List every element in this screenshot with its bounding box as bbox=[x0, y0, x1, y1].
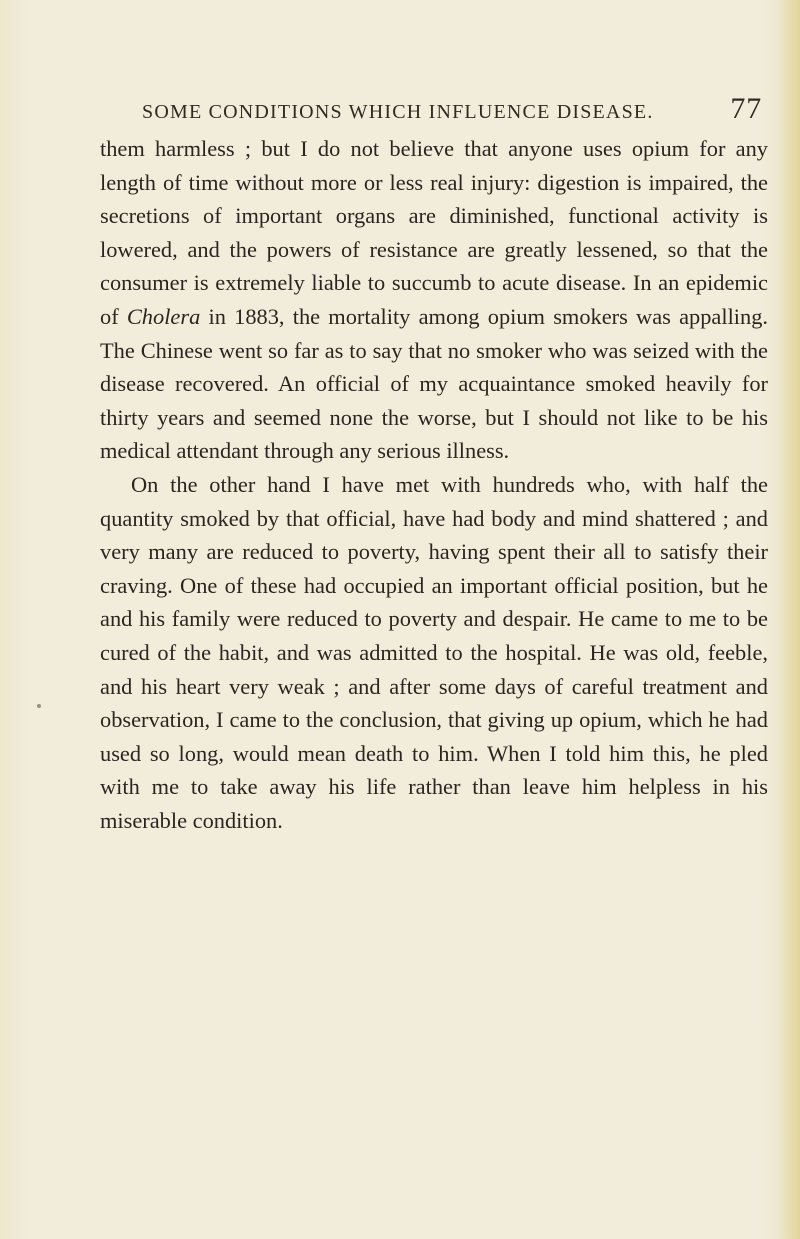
italic-term: Cholera bbox=[126, 303, 201, 329]
page-edge-shading bbox=[778, 0, 800, 1239]
page-number: 77 bbox=[730, 92, 762, 125]
paragraph-1-text-after: in 1883, the mortality among opium smokers was appalling. The Chinese went so far as to say that no smoker who was seized with the disease recovered. An official of my acquaintance smoked heavily for thirty years and seemed none the worse, but I should not like to be his medical attendant through any serious illness. bbox=[100, 303, 768, 464]
running-header bbox=[142, 92, 762, 126]
paragraph-2: On the other hand I have met with hundreds who, with half the quantity smoked by that official, have had body and mind shattered ; and very many are reduced to poverty, having spent their all to satisfy their craving. One of these had occupied an important official position, but he and his family were reduced to poverty and despair. He came to me to be cured of the habit, and was admitted to the hospital. He was old, feeble, and his heart very weak ; and after some days of careful treatment and observation, I came to the conclusion, that giving up opium, which he had used so long, would mean death to him. When I told him this, he pled with me to take away his life rather than leave him helpless in his miserable condition. bbox=[100, 471, 768, 833]
body-text bbox=[100, 132, 768, 837]
paper-speck bbox=[37, 704, 41, 708]
running-title: SOME CONDITIONS WHICH INFLUENCE DISEASE. bbox=[142, 101, 654, 123]
paragraph-1-text-before: them harmless ; but I do not believe that anyone uses opium for any length of time without more or less real injury: digestion is impaired, the secretions of important organs are diminished, functional activity is lowered, and the powers of resistance are greatly lessened, so that the consumer is extremely liable to succumb to acute disease. In an epidemic of bbox=[100, 136, 768, 329]
paragraph-1 bbox=[100, 132, 768, 468]
